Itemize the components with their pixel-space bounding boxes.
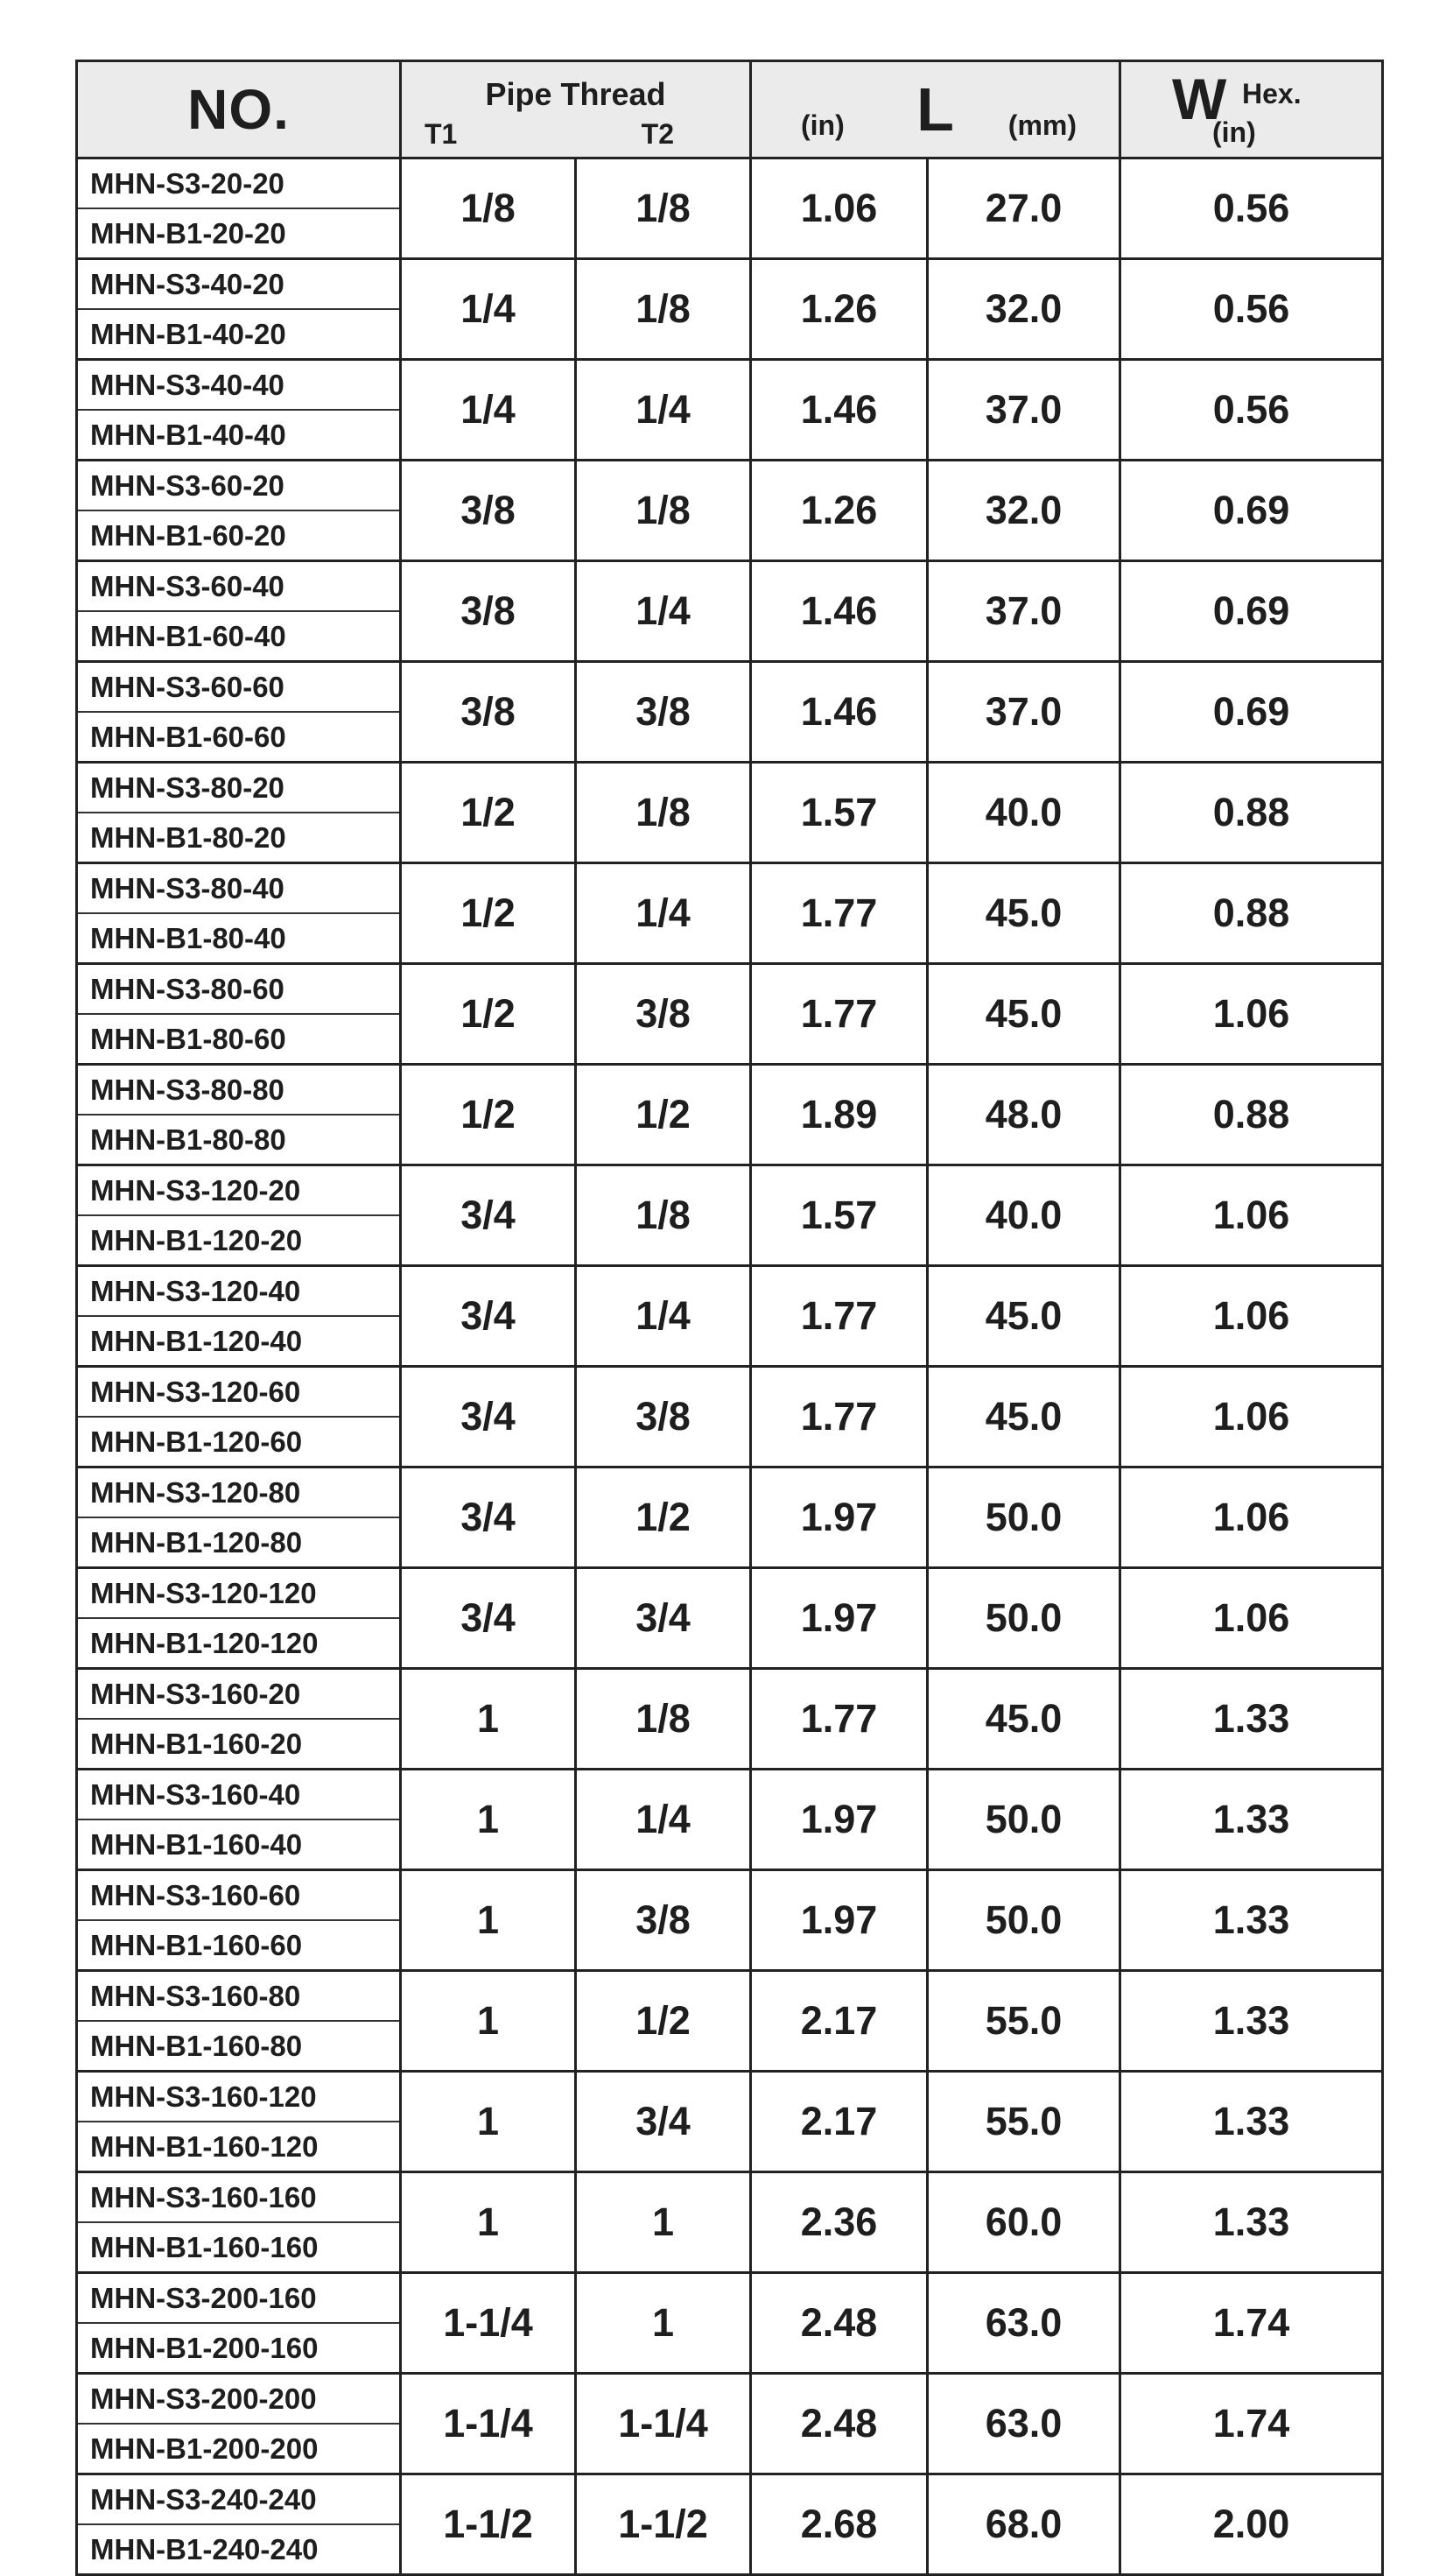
thread-t2: 3/4: [576, 2072, 751, 2172]
length-inch: 2.17: [751, 1971, 928, 2072]
length-mm: 40.0: [928, 763, 1120, 863]
length-inch: 1.97: [751, 1770, 928, 1870]
hex-width: 1.06: [1120, 1467, 1383, 1568]
thread-t1: 1/8: [401, 158, 576, 259]
part-number-cell: [77, 1971, 401, 2072]
length-mm: 27.0: [928, 158, 1120, 259]
hex-width: 0.56: [1120, 158, 1383, 259]
table-row: [77, 964, 1383, 1065]
part-number-s3: MHN-S3-80-40: [78, 864, 399, 914]
hex-width: 1.74: [1120, 2273, 1383, 2374]
part-number-b1: MHN-B1-120-80: [90, 1526, 303, 1559]
part-number-cell: [77, 259, 401, 360]
table-row: [77, 1971, 1383, 2072]
hex-width: 1.06: [1120, 1367, 1383, 1467]
table-row: [77, 2474, 1383, 2575]
table-row: [77, 1266, 1383, 1367]
table-row: [77, 1770, 1383, 1870]
length-mm: 45.0: [928, 1367, 1120, 1467]
table-row: [77, 1669, 1383, 1770]
table-row: [77, 1367, 1383, 1467]
hex-width: 0.56: [1120, 259, 1383, 360]
length-inch: 1.77: [751, 1367, 928, 1467]
part-number-s3: MHN-S3-80-60: [78, 965, 399, 1015]
table-row: [77, 158, 1383, 259]
thread-t1: 1: [401, 1669, 576, 1770]
part-number-b1: MHN-B1-80-40: [90, 922, 286, 954]
part-number-b1: MHN-B1-160-60: [90, 1929, 303, 1961]
part-number-b1: MHN-B1-160-20: [90, 1728, 303, 1760]
length-mm: 50.0: [928, 1568, 1120, 1669]
part-number-s3: MHN-S3-120-80: [78, 1468, 399, 1518]
table-row: [77, 1870, 1383, 1971]
length-mm: 50.0: [928, 1870, 1120, 1971]
length-label: L: [916, 75, 954, 144]
length-inch: 1.46: [751, 561, 928, 662]
length-mm: 32.0: [928, 259, 1120, 360]
part-number-s3: MHN-S3-40-40: [78, 361, 399, 411]
length-inch: 1.77: [751, 1669, 928, 1770]
part-number-cell: [77, 662, 401, 763]
hex-width: 1.33: [1120, 1971, 1383, 2072]
part-number-s3: MHN-S3-160-20: [78, 1670, 399, 1720]
part-number-b1: MHN-B1-80-60: [90, 1023, 286, 1055]
thread-t2: 1/4: [576, 863, 751, 964]
table-row: [77, 461, 1383, 561]
thread-t1: 1-1/4: [401, 2273, 576, 2374]
header-length: [751, 61, 1120, 158]
length-inch: 1.57: [751, 763, 928, 863]
part-number-cell: [77, 1065, 401, 1165]
header-width: [1120, 61, 1383, 158]
hex-width: 1.06: [1120, 1266, 1383, 1367]
part-number-b1: MHN-B1-40-20: [90, 318, 286, 350]
part-number-s3: MHN-S3-200-200: [78, 2375, 399, 2425]
part-number-s3: MHN-S3-120-120: [78, 1569, 399, 1619]
hex-width: 2.00: [1120, 2474, 1383, 2575]
part-number-s3: MHN-S3-240-240: [78, 2475, 399, 2525]
length-mm: 37.0: [928, 662, 1120, 763]
thread-t2: 1/4: [576, 561, 751, 662]
thread-t2: 3/4: [576, 1568, 751, 1669]
part-number-s3: MHN-S3-160-160: [78, 2173, 399, 2223]
thread-t1: 1/2: [401, 863, 576, 964]
thread-t1: 1: [401, 1870, 576, 1971]
thread-t1: 1: [401, 2072, 576, 2172]
table-row: [77, 360, 1383, 461]
part-number-s3: MHN-S3-160-80: [78, 1972, 399, 2022]
length-inch: 1.77: [751, 863, 928, 964]
part-number-s3: MHN-S3-80-80: [78, 1066, 399, 1116]
length-mm: 50.0: [928, 1467, 1120, 1568]
part-number-b1: MHN-B1-60-20: [90, 519, 286, 552]
table-row: [77, 662, 1383, 763]
part-number-cell: [77, 1266, 401, 1367]
thread-t2: 1/8: [576, 259, 751, 360]
part-number-cell: [77, 763, 401, 863]
width-inch-unit: (in): [1212, 116, 1256, 148]
header-pipe-thread: [401, 61, 751, 158]
length-inch: 1.97: [751, 1568, 928, 1669]
length-inch: 1.97: [751, 1870, 928, 1971]
length-inch: 2.48: [751, 2374, 928, 2474]
part-number-s3: MHN-S3-60-20: [78, 461, 399, 511]
length-mm: 48.0: [928, 1065, 1120, 1165]
table-row: [77, 2172, 1383, 2273]
part-number-b1: MHN-B1-80-20: [90, 821, 286, 854]
thread-t1: 3/4: [401, 1568, 576, 1669]
part-number-b1: MHN-B1-240-240: [90, 2533, 319, 2565]
part-number-b1: MHN-B1-160-120: [90, 2130, 319, 2163]
hex-width: 0.88: [1120, 763, 1383, 863]
length-inch: 1.89: [751, 1065, 928, 1165]
part-number-b1: MHN-B1-200-160: [90, 2332, 319, 2364]
thread-t2: 3/8: [576, 964, 751, 1065]
length-mm: 50.0: [928, 1770, 1120, 1870]
part-number-s3: MHN-S3-120-60: [78, 1368, 399, 1418]
thread-t2: 1-1/2: [576, 2474, 751, 2575]
part-number-cell: [77, 461, 401, 561]
length-mm: 68.0: [928, 2474, 1120, 2575]
thread-t1: 1-1/4: [401, 2374, 576, 2474]
length-mm: 45.0: [928, 1266, 1120, 1367]
table-row: [77, 2374, 1383, 2474]
hex-width: 1.06: [1120, 1165, 1383, 1266]
hex-width: 0.69: [1120, 461, 1383, 561]
table-row: [77, 259, 1383, 360]
part-number-cell: [77, 158, 401, 259]
thread-t1: 3/4: [401, 1467, 576, 1568]
length-inch: 1.77: [751, 964, 928, 1065]
table-row: [77, 1065, 1383, 1165]
thread-t1: 3/8: [401, 561, 576, 662]
thread-t1: 1/4: [401, 360, 576, 461]
hex-width: 1.06: [1120, 1568, 1383, 1669]
header-row: [77, 61, 1383, 158]
thread-t2: 1/8: [576, 1165, 751, 1266]
width-hex-label: Hex.: [1242, 78, 1302, 109]
part-number-s3: MHN-S3-160-40: [78, 1770, 399, 1820]
length-mm: 55.0: [928, 1971, 1120, 2072]
thread-t1: 3/4: [401, 1165, 576, 1266]
part-number-cell: [77, 964, 401, 1065]
part-number-b1: MHN-B1-160-80: [90, 2030, 303, 2062]
thread-t1: 1: [401, 2172, 576, 2273]
length-inch: 2.48: [751, 2273, 928, 2374]
part-number-cell: [77, 1870, 401, 1971]
hex-width: 0.88: [1120, 863, 1383, 964]
part-number-s3: MHN-S3-20-20: [78, 159, 399, 209]
part-number-s3: MHN-S3-160-60: [78, 1871, 399, 1921]
table-row: [77, 1467, 1383, 1568]
part-number-cell: [77, 1669, 401, 1770]
thread-t2: 1-1/4: [576, 2374, 751, 2474]
part-number-s3: MHN-S3-160-120: [78, 2073, 399, 2122]
hex-width: 0.56: [1120, 360, 1383, 461]
part-number-cell: [77, 1770, 401, 1870]
thread-t2: 1/2: [576, 1065, 751, 1165]
part-number-cell: [77, 1467, 401, 1568]
length-inch: 1.06: [751, 158, 928, 259]
thread-t2: 3/8: [576, 1870, 751, 1971]
header-no: NO.: [77, 61, 401, 158]
table-row: [77, 2072, 1383, 2172]
thread-t2: 1: [576, 2273, 751, 2374]
length-mm: 32.0: [928, 461, 1120, 561]
t2-label: T2: [641, 118, 674, 150]
length-mm: 63.0: [928, 2374, 1120, 2474]
part-number-cell: [77, 561, 401, 662]
hex-width: 1.74: [1120, 2374, 1383, 2474]
length-mm: 37.0: [928, 360, 1120, 461]
table-row: [77, 1568, 1383, 1669]
part-number-b1: MHN-B1-40-40: [90, 419, 286, 451]
thread-t2: 1/8: [576, 1669, 751, 1770]
hex-width: 1.33: [1120, 1870, 1383, 1971]
part-number-b1: MHN-B1-60-40: [90, 620, 286, 652]
part-number-b1: MHN-B1-120-40: [90, 1325, 303, 1357]
length-inch: 1.26: [751, 461, 928, 561]
specification-table: [75, 60, 1384, 2576]
length-mm: 55.0: [928, 2072, 1120, 2172]
part-number-cell: [77, 2172, 401, 2273]
part-number-s3: MHN-S3-200-160: [78, 2274, 399, 2324]
part-number-b1: MHN-B1-120-60: [90, 1425, 303, 1458]
length-mm-unit: (mm): [1007, 109, 1077, 141]
thread-t1: 3/4: [401, 1367, 576, 1467]
table-row: [77, 1165, 1383, 1266]
part-number-b1: MHN-B1-80-80: [90, 1123, 286, 1156]
table-row: [77, 763, 1383, 863]
length-inch-unit: (in): [801, 109, 845, 141]
length-mm: 63.0: [928, 2273, 1120, 2374]
hex-width: 1.33: [1120, 1770, 1383, 1870]
hex-width: 0.69: [1120, 561, 1383, 662]
part-number-s3: MHN-S3-60-40: [78, 562, 399, 612]
thread-t1: 1/2: [401, 763, 576, 863]
part-number-cell: [77, 2273, 401, 2374]
hex-width: 0.88: [1120, 1065, 1383, 1165]
thread-t1: 1/2: [401, 1065, 576, 1165]
thread-t1: 1: [401, 1770, 576, 1870]
part-number-s3: MHN-S3-120-40: [78, 1267, 399, 1317]
length-inch: 1.46: [751, 360, 928, 461]
length-mm: 45.0: [928, 964, 1120, 1065]
thread-t2: 1/8: [576, 158, 751, 259]
hex-width: 1.06: [1120, 964, 1383, 1065]
part-number-b1: MHN-B1-20-20: [90, 217, 286, 250]
part-number-cell: [77, 1165, 401, 1266]
thread-t2: 3/8: [576, 1367, 751, 1467]
part-number-b1: MHN-B1-60-60: [90, 721, 286, 753]
part-number-s3: MHN-S3-120-20: [78, 1166, 399, 1216]
length-inch: 2.17: [751, 2072, 928, 2172]
part-number-cell: [77, 2374, 401, 2474]
thread-t1: 3/4: [401, 1266, 576, 1367]
thread-t1: 3/8: [401, 662, 576, 763]
thread-t1: 1/2: [401, 964, 576, 1065]
length-inch: 1.26: [751, 259, 928, 360]
thread-t2: 1/4: [576, 360, 751, 461]
length-inch: 1.46: [751, 662, 928, 763]
length-mm: 45.0: [928, 863, 1120, 964]
thread-t2: 1/2: [576, 1971, 751, 2072]
part-number-cell: [77, 360, 401, 461]
hex-width: 1.33: [1120, 2172, 1383, 2273]
thread-t1: 3/8: [401, 461, 576, 561]
part-number-b1: MHN-B1-200-200: [90, 2432, 319, 2465]
thread-t2: 1/2: [576, 1467, 751, 1568]
table-row: [77, 2273, 1383, 2374]
part-number-b1: MHN-B1-160-40: [90, 1828, 303, 1861]
width-label: W: [1172, 67, 1227, 131]
length-mm: 37.0: [928, 561, 1120, 662]
part-number-cell: [77, 1568, 401, 1669]
table-row: [77, 863, 1383, 964]
thread-t2: 1/4: [576, 1266, 751, 1367]
thread-t1: 1: [401, 1971, 576, 2072]
length-inch: 1.57: [751, 1165, 928, 1266]
length-inch: 1.77: [751, 1266, 928, 1367]
hex-width: 1.33: [1120, 1669, 1383, 1770]
part-number-cell: [77, 863, 401, 964]
part-number-cell: [77, 2072, 401, 2172]
thread-t2: 1/8: [576, 763, 751, 863]
part-number-s3: MHN-S3-60-60: [78, 663, 399, 713]
hex-width: 1.33: [1120, 2072, 1383, 2172]
thread-t2: 3/8: [576, 662, 751, 763]
length-inch: 2.36: [751, 2172, 928, 2273]
length-mm: 45.0: [928, 1669, 1120, 1770]
part-number-s3: MHN-S3-40-20: [78, 260, 399, 310]
length-inch: 1.97: [751, 1467, 928, 1568]
thread-t2: 1/8: [576, 461, 751, 561]
part-number-b1: MHN-B1-120-20: [90, 1224, 303, 1256]
thread-t2: 1/4: [576, 1770, 751, 1870]
hex-width: 0.69: [1120, 662, 1383, 763]
length-mm: 40.0: [928, 1165, 1120, 1266]
length-inch: 2.68: [751, 2474, 928, 2575]
t1-label: T1: [425, 118, 458, 150]
table-row: [77, 561, 1383, 662]
thread-t1: 1-1/2: [401, 2474, 576, 2575]
part-number-cell: [77, 2474, 401, 2575]
part-number-cell: [77, 1367, 401, 1467]
thread-t2: 1: [576, 2172, 751, 2273]
part-number-s3: MHN-S3-80-20: [78, 764, 399, 813]
part-number-b1: MHN-B1-160-160: [90, 2231, 319, 2263]
length-mm: 60.0: [928, 2172, 1120, 2273]
thread-t1: 1/4: [401, 259, 576, 360]
pipe-thread-label: Pipe Thread: [485, 76, 666, 112]
part-number-b1: MHN-B1-120-120: [90, 1627, 319, 1659]
